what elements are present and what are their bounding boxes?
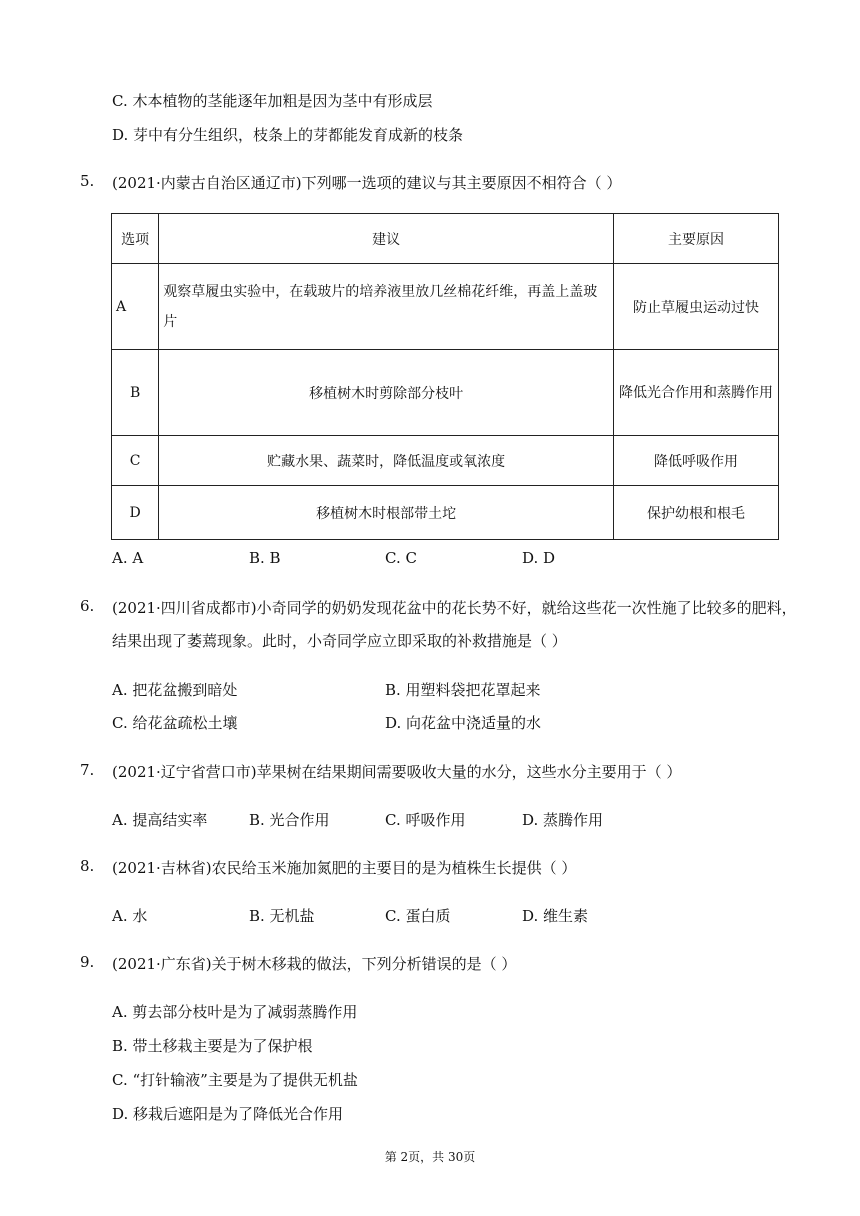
q9-stem: (2021·广东省)关于树木移栽的做法，下列分析错误的是（ ）	[112, 955, 517, 973]
q8-number: 8.	[80, 857, 95, 875]
q4-option-c: C. 木本植物的茎能逐年加粗是因为茎中有形成层	[112, 92, 433, 110]
table-row	[112, 436, 779, 486]
table-row	[112, 264, 779, 350]
q8-option-b: B. 无机盐	[249, 907, 315, 925]
q9-option-b: B. 带土移栽主要是为了保护根	[112, 1037, 313, 1055]
q7-number: 7.	[80, 761, 95, 779]
q5-answer-a: A. A	[112, 549, 144, 567]
q8-option-d: D. 维生素	[522, 907, 589, 925]
q5-answer-c: C. C	[385, 549, 417, 567]
q7-option-d: D. 蒸腾作用	[522, 811, 604, 829]
row-reason: 防止草履虫运动过快	[614, 264, 779, 350]
q8-stem: (2021·吉林省)农民给玉米施加氮肥的主要目的是为植株生长提供（ ）	[112, 859, 577, 877]
table-header-row	[112, 214, 779, 264]
q5-number: 5.	[80, 172, 95, 190]
header-option: 选项	[112, 214, 159, 264]
header-suggestion: 建议	[159, 214, 614, 264]
q9-option-d: D. 移栽后遮阳是为了降低光合作用	[112, 1105, 344, 1123]
q5-table	[111, 213, 779, 540]
row-reason: 降低光合作用和蒸腾作用	[614, 350, 779, 436]
q5-stem: (2021·内蒙古自治区通辽市)下列哪一选项的建议与其主要原因不相符合（ ）	[112, 174, 622, 192]
row-option: B	[112, 350, 159, 436]
q6-number: 6.	[80, 597, 95, 615]
q9-number: 9.	[80, 953, 95, 971]
q7-option-b: B. 光合作用	[249, 811, 330, 829]
q4-option-d: D. 芽中有分生组织，枝条上的芽都能发育成新的枝条	[112, 126, 464, 144]
q9-option-a: A. 剪去部分枝叶是为了减弱蒸腾作用	[112, 1003, 358, 1021]
page-footer: 第 2页，共 30页	[384, 1150, 476, 1164]
q7-option-c: C. 呼吸作用	[385, 811, 466, 829]
q9-option-c: C. “打针输液”主要是为了提供无机盐	[112, 1071, 358, 1089]
q6-stem-line1: (2021·四川省成都市)小奇同学的奶奶发现花盆中的花长势不好，就给这些花一次性施了比较多的肥料，	[112, 599, 797, 617]
q6-option-a: A. 把花盆搬到暗处	[112, 681, 238, 699]
row-option: D	[112, 486, 159, 540]
row-suggestion: 观察草履虫实验中，在载玻片的培养液里放几丝棉花纤维，再盖上盖玻片	[159, 264, 614, 350]
q6-option-d: D. 向花盆中浇适量的水	[385, 714, 542, 732]
q6-option-b: B. 用塑料袋把花罩起来	[385, 681, 541, 699]
q5-answer-d: D. D	[522, 549, 556, 567]
q6-stem-line2: 结果出现了萎蔫现象。此时，小奇同学应立即采取的补救措施是（ ）	[112, 632, 567, 650]
row-option: A	[112, 264, 159, 350]
q6-option-c: C. 给花盆疏松土壤	[112, 714, 238, 732]
q7-option-a: A. 提高结实率	[112, 811, 208, 829]
row-reason: 保护幼根和根毛	[614, 486, 779, 540]
row-suggestion: 移植树木时根部带土坨	[159, 486, 614, 540]
q8-option-c: C. 蛋白质	[385, 907, 451, 925]
q7-stem: (2021·辽宁省营口市)苹果树在结果期间需要吸收大量的水分，这些水分主要用于（ ）	[112, 763, 682, 781]
header-reason: 主要原因	[614, 214, 779, 264]
row-reason: 降低呼吸作用	[614, 436, 779, 486]
row-option: C	[112, 436, 159, 486]
q5-answer-b: B. B	[249, 549, 281, 567]
row-suggestion: 贮藏水果、蔬菜时，降低温度或氧浓度	[159, 436, 614, 486]
table-row	[112, 486, 779, 540]
table-row	[112, 350, 779, 436]
row-suggestion: 移植树木时剪除部分枝叶	[159, 350, 614, 436]
q8-option-a: A. 水	[112, 907, 148, 925]
